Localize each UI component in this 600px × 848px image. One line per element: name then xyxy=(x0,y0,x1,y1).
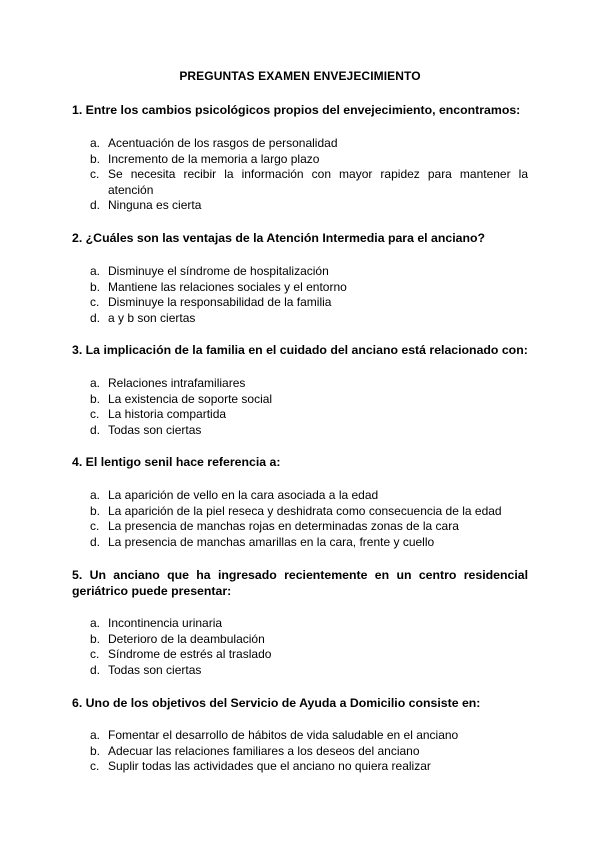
options-list xyxy=(72,488,528,550)
option-d: d. Ninguna es cierta xyxy=(90,198,202,213)
option-b: b. Deterioro de la deambulación xyxy=(90,631,265,646)
option-c: c. Suplir todas las actividades que el anciano no quiera realizar xyxy=(90,759,431,774)
option-a: a. Incontinencia urinaria xyxy=(90,616,223,630)
question-4 xyxy=(72,454,528,550)
option-a: a. Fomentar el desarrollo de hábitos de vida saludable en el anciano xyxy=(90,728,459,742)
question-text: 5. Un anciano que ha ingresado recientemente en un centro residencial geriátrico puede presentar: xyxy=(72,568,528,598)
question-text: 6. Uno de los objetivos del Servicio de Ayuda a Domicilio consiste en: xyxy=(72,696,481,710)
question-text: 1. Entre los cambios psicológicos propios del envejecimiento, encontramos: xyxy=(72,103,521,117)
question-5 xyxy=(72,567,528,678)
question-text: 4. El lentigo senil hace referencia a: xyxy=(72,455,281,469)
option-c: c. Síndrome de estrés al traslado xyxy=(90,647,272,662)
option-d: d. La presencia de manchas amarillas en la cara, frente y cuello xyxy=(90,534,435,549)
option-d: d. Todas son ciertas xyxy=(90,662,202,677)
question-text: 3. La implicación de la familia en el cuidado del anciano está relacionado con: xyxy=(72,343,528,357)
option-c: c. Disminuye la responsabilidad de la familia xyxy=(90,295,332,310)
option-a: a. Relaciones intrafamiliares xyxy=(90,376,246,390)
option-c: c. La historia compartida xyxy=(90,407,227,422)
question-3 xyxy=(72,342,528,438)
question-1 xyxy=(72,102,528,214)
option-d: d. Todas son ciertas xyxy=(90,422,202,437)
option-c: c. La presencia de manchas rojas en determinadas zonas de la cara xyxy=(90,519,459,534)
option-c: c. Se necesita recibir la información con mayor rapidez para mantener la atención xyxy=(90,167,528,197)
options-list xyxy=(72,264,528,326)
question-text: 2. ¿Cuáles son las ventajas de la Atención Intermedia para el anciano? xyxy=(72,231,485,245)
option-a: a. La aparición de vello en la cara asociada a la edad xyxy=(90,488,379,502)
question-6 xyxy=(72,695,528,775)
option-b: b. Mantiene las relaciones sociales y el entorno xyxy=(90,279,347,294)
option-b: b. Adecuar las relaciones familiares a los deseos del anciano xyxy=(90,743,420,758)
option-a: a. Acentuación de los rasgos de personalidad xyxy=(90,136,338,150)
option-b: b. La existencia de soporte social xyxy=(90,391,273,406)
option-a: a. Disminuye el síndrome de hospitalización xyxy=(90,264,329,278)
page-title: PREGUNTAS EXAMEN ENVEJECIMIENTO xyxy=(179,69,421,83)
option-b: b. La aparición de la piel reseca y deshidrata como consecuencia de la edad xyxy=(90,503,502,518)
option-d: d. a y b son ciertas xyxy=(90,310,196,325)
options-list xyxy=(72,728,528,775)
options-list xyxy=(72,376,528,438)
options-list xyxy=(72,136,528,214)
question-2 xyxy=(72,230,528,326)
option-b: b. Incremento de la memoria a largo plazo xyxy=(90,151,320,166)
options-list xyxy=(72,616,528,678)
